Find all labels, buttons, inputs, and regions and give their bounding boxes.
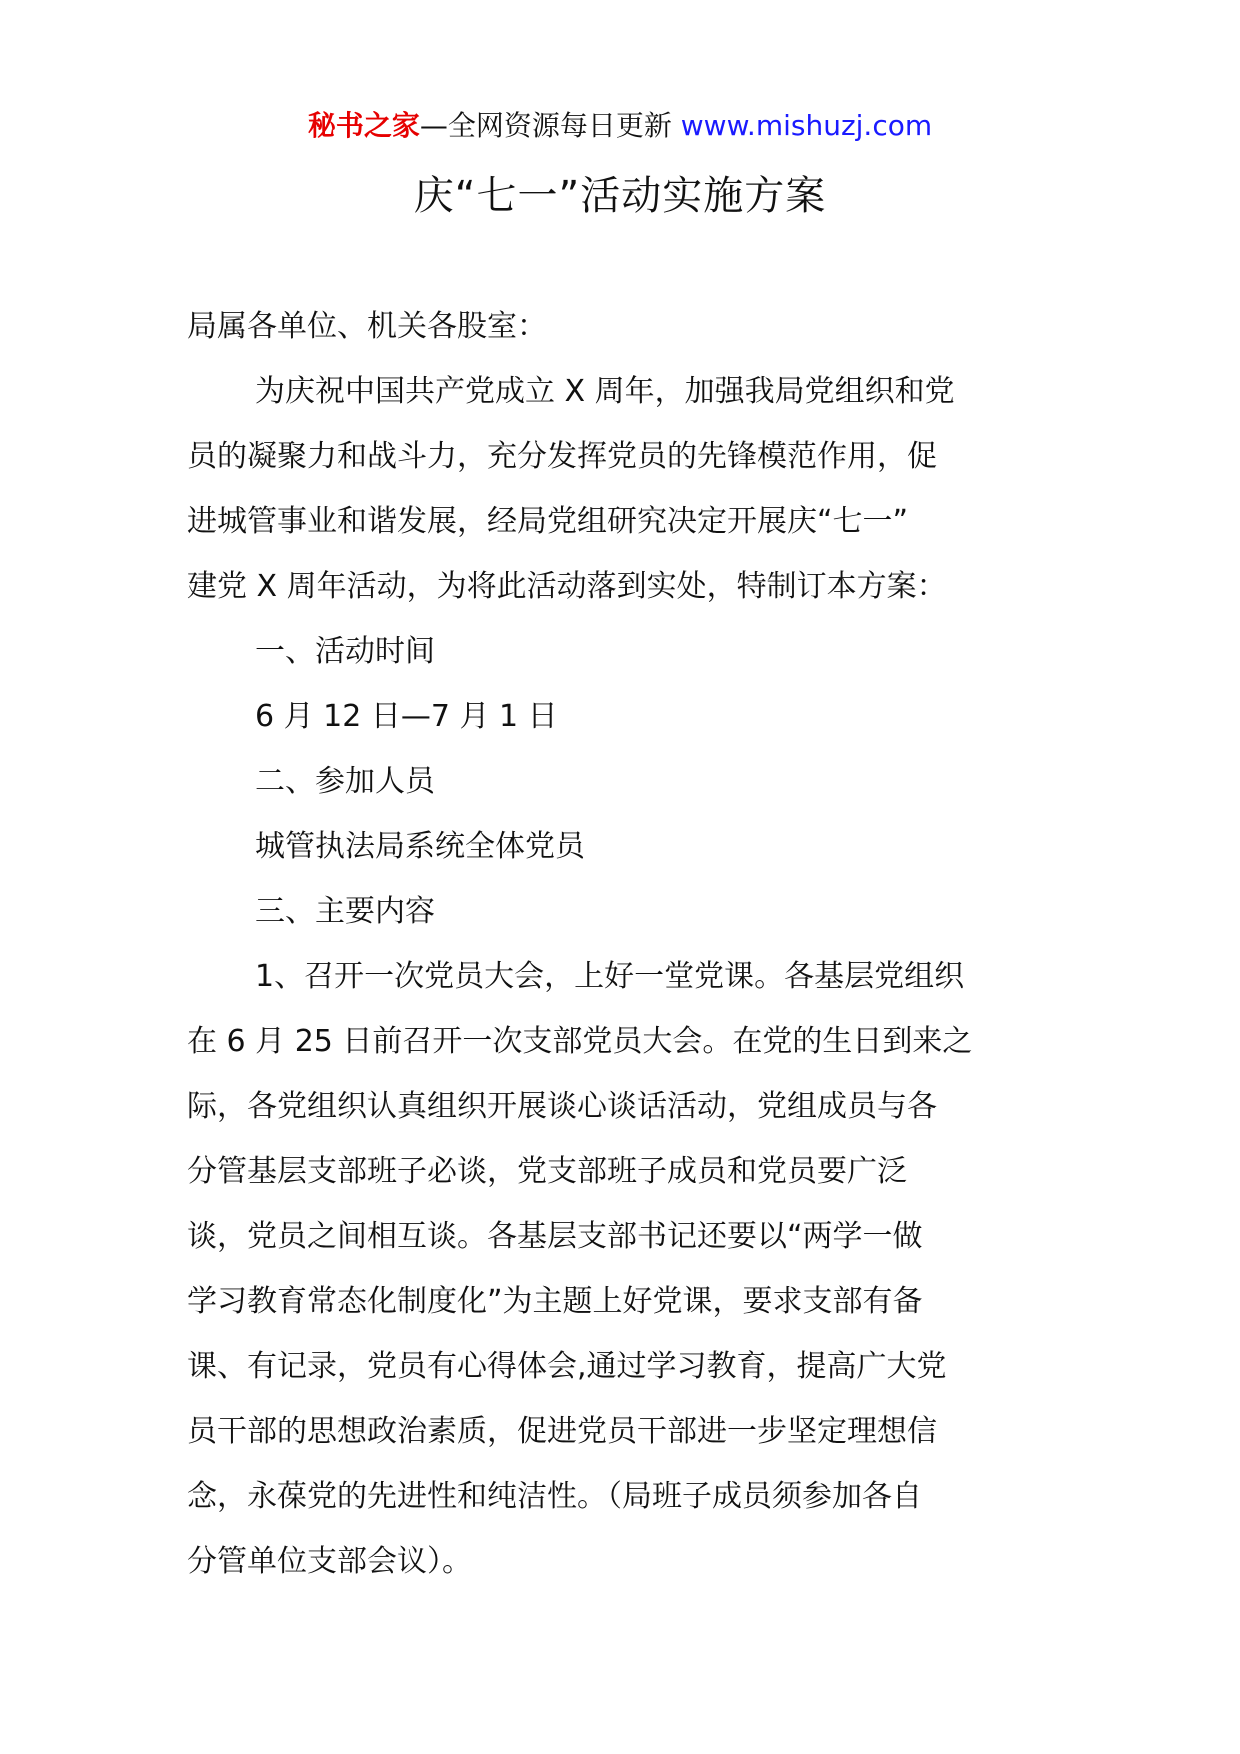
section-heading-content: 三、主要内容 — [255, 894, 435, 929]
paragraph-line: 念，永葆党的先进性和纯洁性。（局班子成员须参加各自 — [187, 1479, 922, 1514]
document-title: 庆“七一”活动实施方案 — [413, 173, 827, 219]
paragraph-line: 谈，党员之间相互谈。各基层支部书记还要以“两学一做 — [187, 1219, 923, 1254]
document-body — [187, 294, 1067, 1594]
salutation-line: 局属各单位、机关各股室： — [187, 309, 547, 344]
paragraph-line: 员干部的思想政治素质，促进党员干部进一步坚定理想信 — [187, 1414, 937, 1449]
brand-name: 秘书之家 — [307, 109, 420, 142]
header-banner — [0, 106, 1240, 146]
paragraph-line: 进城管事业和谐发展，经局党组研究决定开展庆“七一” — [187, 504, 909, 539]
paragraph-line: 分管基层支部班子必谈，党支部班子成员和党员要广泛 — [187, 1154, 907, 1189]
activity-dates: 6 月 12 日—7 月 1 日 — [255, 699, 558, 734]
paragraph-line: 员的凝聚力和战斗力，充分发挥党员的先锋模范作用，促 — [187, 439, 937, 474]
participants-text: 城管执法局系统全体党员 — [255, 829, 585, 864]
paragraph-line: 1、召开一次党员大会，上好一堂党课。各基层党组织 — [255, 959, 965, 994]
header-tagline: —全网资源每日更新 — [419, 109, 681, 142]
paragraph-line: 课、有记录，党员有心得体会,通过学习教育，提高广大党 — [187, 1349, 947, 1384]
paragraph-line: 在 6 月 25 日前召开一次支部党员大会。在党的生日到来之 — [187, 1024, 973, 1059]
paragraph-line: 建党 X 周年活动，为将此活动落到实处，特制订本方案： — [187, 569, 947, 604]
paragraph-line: 分管单位支部会议）。 — [187, 1544, 472, 1579]
paragraph-line: 为庆祝中国共产党成立 X 周年，加强我局党组织和党 — [255, 374, 955, 409]
paragraph-line: 学习教育常态化制度化”为主题上好党课，要求支部有备 — [187, 1284, 923, 1319]
section-heading-time: 一、活动时间 — [255, 634, 435, 669]
site-url-link[interactable]: www.mishuzj.com — [680, 109, 933, 142]
section-heading-participants: 二、参加人员 — [255, 764, 435, 799]
paragraph-line: 际，各党组织认真组织开展谈心谈话活动，党组成员与各 — [187, 1089, 937, 1124]
